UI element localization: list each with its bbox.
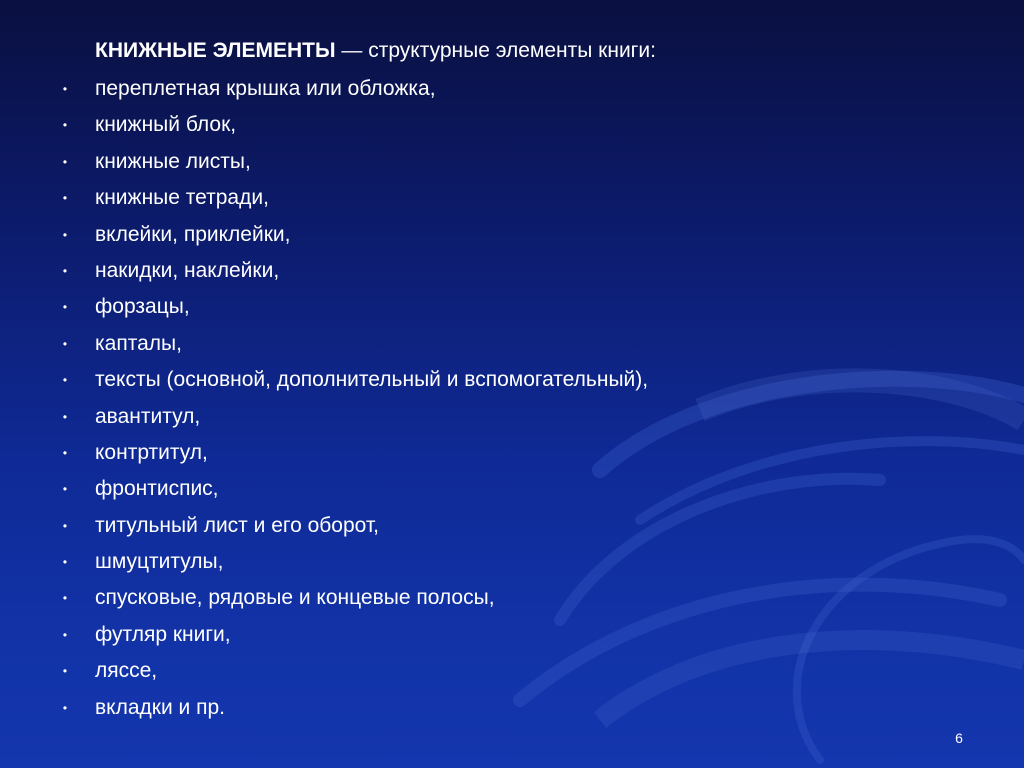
heading-definition: — структурные элементы книги: xyxy=(335,39,656,62)
list-item-text: вклейки, приклейки, xyxy=(95,222,291,246)
list-item-text: вкладки и пр. xyxy=(95,695,225,719)
page-number: 6 xyxy=(955,730,963,746)
slide-heading xyxy=(95,37,656,65)
bullet-marker: • xyxy=(62,227,68,242)
bullet-marker: • xyxy=(62,373,68,388)
list-item-text: форзацы, xyxy=(95,295,190,319)
bullet-marker: • xyxy=(62,445,68,460)
bullet-marker: • xyxy=(62,154,68,169)
bullet-marker: • xyxy=(62,409,68,424)
bullet-marker: • xyxy=(62,263,68,278)
bullet-marker: • xyxy=(62,700,68,715)
list-item-text: книжный блок, xyxy=(95,113,237,137)
list-item-text: накидки, наклейки, xyxy=(95,258,280,282)
list-item-text: контртитул, xyxy=(95,440,208,464)
bullet-marker: • xyxy=(62,82,68,96)
list-item-text: ляссе, xyxy=(95,659,158,683)
bullet-marker: • xyxy=(62,191,68,206)
list-item-text: переплетная крышка или обложка, xyxy=(95,77,436,100)
list-item-text: титульный лист и его оборот, xyxy=(95,513,379,537)
bullet-marker: • xyxy=(62,518,68,533)
list-item-text: капталы, xyxy=(95,331,182,355)
bullet-marker: • xyxy=(62,555,68,570)
bullet-marker: • xyxy=(62,300,68,315)
heading-term: КНИЖНЫЕ ЭЛЕМЕНТЫ xyxy=(95,39,336,62)
bullet-marker: • xyxy=(62,118,68,133)
list-item-text: книжные листы, xyxy=(95,149,251,173)
bullet-marker: • xyxy=(62,482,68,497)
bullet-marker: • xyxy=(62,627,68,642)
bullet-marker: • xyxy=(62,664,68,679)
bullet-marker: • xyxy=(62,591,68,606)
list-item-text: спусковые, рядовые и концевые полосы, xyxy=(95,586,495,610)
list-item-text: шмуцтитулы, xyxy=(95,550,224,574)
list-item-text: тексты (основной, дополнительный и вспомогательный), xyxy=(95,368,649,392)
list-item-text: фронтиспис, xyxy=(95,477,219,501)
bullet-marker: • xyxy=(62,336,68,351)
list-item-text: книжные тетради, xyxy=(95,186,269,210)
list-item-text: авантитул, xyxy=(95,404,201,428)
list-item-text: футляр книги, xyxy=(95,622,231,646)
